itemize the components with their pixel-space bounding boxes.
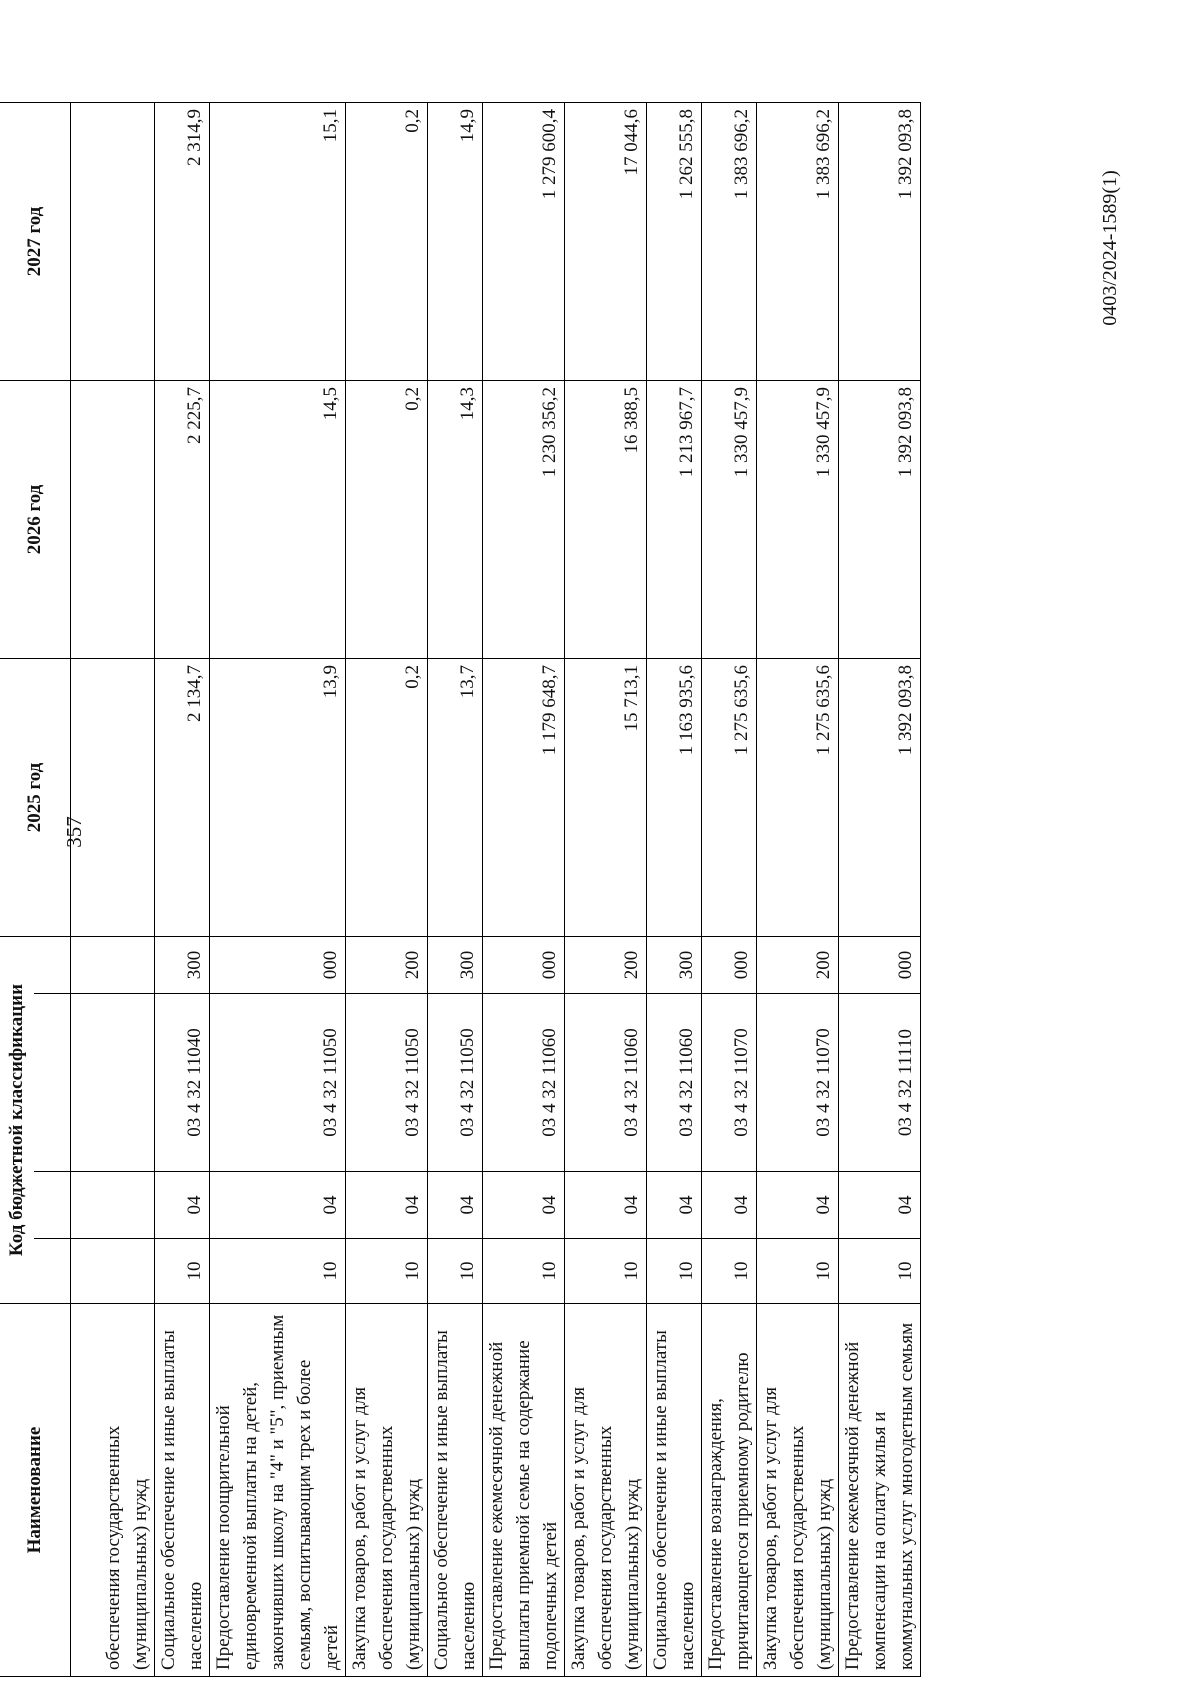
row-y2026: 14,3 xyxy=(428,380,483,658)
row-vr: 000 xyxy=(483,936,565,993)
row-y2025: 2 134,7 xyxy=(155,658,210,936)
header-row xyxy=(0,102,34,1676)
table-row xyxy=(565,102,647,1676)
row-csr: 03 4 32 11050 xyxy=(210,994,346,1172)
row-y2026: 14,5 xyxy=(210,380,346,658)
row-vr: 300 xyxy=(155,936,210,993)
row-csr: 03 4 32 11060 xyxy=(647,994,702,1172)
row-prz: 04 xyxy=(839,1172,921,1239)
row-name: Закупка товаров, работ и услуг для обеспечения государственных (муниципальных) нужд xyxy=(757,1304,839,1677)
table-row xyxy=(155,102,210,1676)
row-y2027: 1 383 696,2 xyxy=(702,102,757,380)
row-prz: 04 xyxy=(210,1172,346,1239)
row-y2026: 1 392 093,8 xyxy=(839,380,921,658)
row-name: Предоставление ежемесячной денежной компенсации на оплату жилья и коммунальных услуг многодетным семьям xyxy=(839,1304,921,1677)
row-vr: 000 xyxy=(210,936,346,993)
row-csr: 03 4 32 11050 xyxy=(428,994,483,1172)
header-sub-vr xyxy=(34,936,71,993)
row-vr: 200 xyxy=(565,936,647,993)
row-y2025: 1 275 635,6 xyxy=(702,658,757,936)
row-prz: 04 xyxy=(483,1172,565,1239)
row-prz: 04 xyxy=(346,1172,428,1239)
row-rz: 10 xyxy=(702,1239,757,1304)
table-row xyxy=(71,102,155,1676)
row-vr: 300 xyxy=(647,936,702,993)
row-csr: 03 4 32 11110 xyxy=(839,994,921,1172)
header-sub-rz xyxy=(34,1239,71,1304)
row-y2027: 15,1 xyxy=(210,102,346,380)
row-csr: 03 4 32 11040 xyxy=(155,994,210,1172)
row-rz: 10 xyxy=(483,1239,565,1304)
table-row xyxy=(210,102,346,1676)
row-csr: 03 4 32 11060 xyxy=(565,994,647,1172)
row-y2027: 2 314,9 xyxy=(155,102,210,380)
row-name: Закупка товаров, работ и услуг для обеспечения государственных (муниципальных) нужд xyxy=(565,1304,647,1677)
row-csr: 03 4 32 11070 xyxy=(757,994,839,1172)
row-y2026: 2 225,7 xyxy=(155,380,210,658)
budget-table xyxy=(0,102,921,1677)
row-y2027: 0,2 xyxy=(346,102,428,380)
row-y2027: 14,9 xyxy=(428,102,483,380)
row-name: Закупка товаров, работ и услуг для обеспечения государственных (муниципальных) нужд xyxy=(346,1304,428,1677)
row-csr: 03 4 32 11070 xyxy=(702,994,757,1172)
row-name: Предоставление ежемесячной денежной выплаты приемной семье на содержание подопечных детей xyxy=(483,1304,565,1677)
row-y2026: 1 230 356,2 xyxy=(483,380,565,658)
row-y2025: 1 163 935,6 xyxy=(647,658,702,936)
row-name: обеспечения государственных (муниципальных) нужд xyxy=(71,1304,155,1677)
row-y2025: 0,2 xyxy=(346,658,428,936)
row-prz xyxy=(71,1172,155,1239)
row-vr: 000 xyxy=(702,936,757,993)
row-y2026: 1 330 457,9 xyxy=(757,380,839,658)
row-csr: 03 4 32 11050 xyxy=(346,994,428,1172)
row-y2027: 1 262 555,8 xyxy=(647,102,702,380)
header-year-2025: 2025 год xyxy=(0,658,71,936)
row-rz: 10 xyxy=(210,1239,346,1304)
row-y2027: 1 392 093,8 xyxy=(839,102,921,380)
row-rz: 10 xyxy=(428,1239,483,1304)
row-y2025: 13,9 xyxy=(210,658,346,936)
row-prz: 04 xyxy=(428,1172,483,1239)
row-y2026: 1 330 457,9 xyxy=(702,380,757,658)
row-y2025: 13,7 xyxy=(428,658,483,936)
header-year-2027: 2027 год xyxy=(0,102,71,380)
row-name: Предоставление поощрительной единовременной выплаты на детей, закончивших школу на "4" и "5", приемным семьям, воспитывающим трех и более детей xyxy=(210,1304,346,1677)
row-csr: 03 4 32 11060 xyxy=(483,994,565,1172)
table-row xyxy=(483,102,565,1676)
row-vr: 300 xyxy=(428,936,483,993)
page-number: 357 xyxy=(62,816,86,848)
row-rz: 10 xyxy=(757,1239,839,1304)
row-prz: 04 xyxy=(757,1172,839,1239)
table-row xyxy=(647,102,702,1676)
row-vr: 000 xyxy=(839,936,921,993)
row-vr: 200 xyxy=(757,936,839,993)
row-y2026: 1 213 967,7 xyxy=(647,380,702,658)
document-code: 0403/2024-1589(1) xyxy=(1099,170,1121,326)
row-prz: 04 xyxy=(647,1172,702,1239)
table-row xyxy=(839,102,921,1676)
row-y2026: 0,2 xyxy=(346,380,428,658)
row-name: Социальное обеспечение и иные выплаты населению xyxy=(428,1304,483,1677)
row-y2027 xyxy=(71,102,155,380)
row-csr xyxy=(71,994,155,1172)
row-vr: 200 xyxy=(346,936,428,993)
row-rz: 10 xyxy=(565,1239,647,1304)
budget-table-container xyxy=(0,103,1066,1677)
row-y2027: 17 044,6 xyxy=(565,102,647,380)
row-y2025: 1 179 648,7 xyxy=(483,658,565,936)
header-sub-prz xyxy=(34,1172,71,1239)
row-name: Социальное обеспечение и иные выплаты населению xyxy=(647,1304,702,1677)
table-row xyxy=(428,102,483,1676)
row-prz: 04 xyxy=(565,1172,647,1239)
row-name: Предоставление вознаграждения, причитающегося приемному родителю xyxy=(702,1304,757,1677)
row-y2027: 1 383 696,2 xyxy=(757,102,839,380)
row-y2026 xyxy=(71,380,155,658)
header-sub-csr xyxy=(34,994,71,1172)
header-code-group: Код бюджетной классификации xyxy=(0,936,34,1303)
row-rz: 10 xyxy=(155,1239,210,1304)
row-rz: 10 xyxy=(839,1239,921,1304)
table-row xyxy=(346,102,428,1676)
row-y2027: 1 279 600,4 xyxy=(483,102,565,380)
header-name: Наименование xyxy=(0,1304,71,1677)
row-vr xyxy=(71,936,155,993)
table-row xyxy=(757,102,839,1676)
row-y2025: 1 392 093,8 xyxy=(839,658,921,936)
row-rz xyxy=(71,1239,155,1304)
row-rz: 10 xyxy=(346,1239,428,1304)
table-row xyxy=(702,102,757,1676)
row-y2025: 15 713,1 xyxy=(565,658,647,936)
row-y2025: 1 275 635,6 xyxy=(757,658,839,936)
row-prz: 04 xyxy=(155,1172,210,1239)
row-name: Социальное обеспечение и иные выплаты населению xyxy=(155,1304,210,1677)
row-y2026: 16 388,5 xyxy=(565,380,647,658)
row-prz: 04 xyxy=(702,1172,757,1239)
row-rz: 10 xyxy=(647,1239,702,1304)
header-year-2026: 2026 год xyxy=(0,380,71,658)
row-y2025 xyxy=(71,658,155,936)
